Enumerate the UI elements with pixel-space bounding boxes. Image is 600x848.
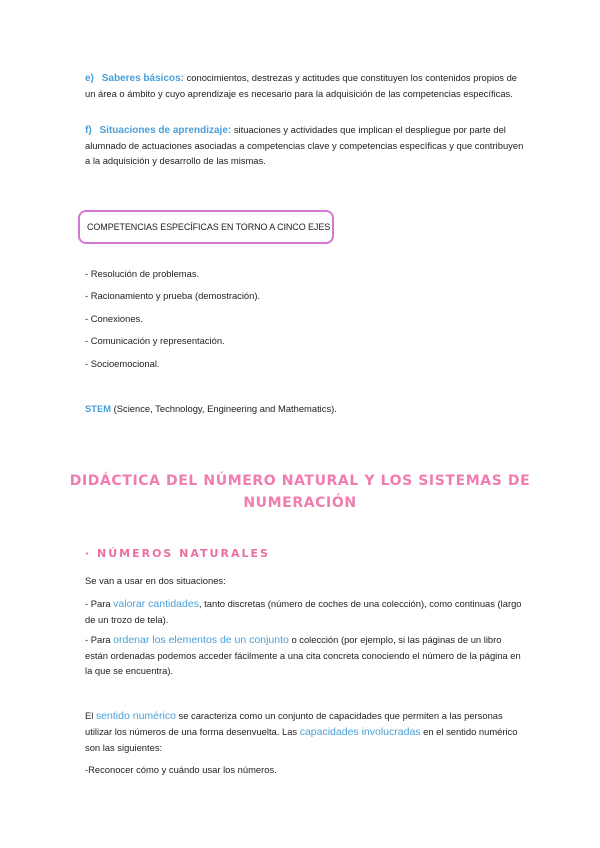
sentido-post: en el sentido numérico son las siguientes: [85,726,518,753]
section-title: · NÚMEROS NATURALES [85,547,270,560]
definition-f-term: Situaciones de aprendizaje: [99,125,232,136]
definition-f [85,122,525,168]
situation-1-pre: - Para [85,598,114,609]
eje-item: - Comunicación y representación. [85,335,225,346]
main-title [60,470,540,514]
sentido-highlight-1: sentido numérico [95,710,176,722]
definition-e [85,70,525,101]
main-title-line2: NUMERACIÓN [243,495,357,511]
definition-e-text: conocimientos, destrezas y actitudes que constituyen los contenidos propios de un área o ámbito y cuyo aprendizaje es necesario para la adquisición de las competencias específicas. [85,72,518,99]
sentido-mid: se caracteriza como un conjunto de capacidades que permiten a las personas utilizar los números de una forma desenvuelta. Las [85,710,503,737]
situation-1-post: , tanto discretas (número de coches de una colección), como continuas (largo de un trozo de tela). [85,598,522,625]
stem-term: STEM [85,403,112,414]
eje-item: - Racionamiento y prueba (demostración). [85,290,261,301]
situation-2-pre: - Para [85,634,114,645]
competencias-box: COMPETENCIAS ESPECÍFICAS EN TORNO A CINCO EJES [78,210,334,244]
eje-item: - Resolución de problemas. [85,268,200,279]
definition-f-text: situaciones y actividades que implican el despliegue por parte del alumnado de actuaciones asociadas a competencias clave y competencias específicas y que contribuyen a la adquisición y desarrollo de las mismas. [85,124,524,166]
stem-line [85,401,525,416]
sentido-paragraph [85,708,525,755]
situation-item-2 [85,632,525,678]
stem-text: (Science, Technology, Engineering and Mathematics). [111,403,337,414]
definition-e-term: Saberes básicos: [101,73,184,84]
situation-1-highlight: valorar cantidades [113,598,199,610]
section-intro: Se van a usar en dos situaciones: [85,575,226,586]
main-title-line1: DIDÁCTICA DEL NÚMERO NATURAL Y LOS SISTEMAS DE [69,473,531,489]
situation-item-1 [85,596,525,627]
eje-item: - Socioemocional. [85,358,160,369]
sentido-highlight-2: capacidades involucradas [299,726,421,738]
eje-item: - Conexiones. [85,313,143,324]
sentido-pre: El [85,710,96,721]
situation-2-post: o colección (por ejemplo, si las páginas de un libro están ordenadas podemos acceder fácilmente a una cita concreta conociendo el número de la página en la que se encuentra). [85,634,521,676]
definition-e-marker: e) [85,73,94,84]
situation-2-highlight: ordenar los elementos de un conjunto [113,634,289,646]
definition-f-marker: f) [85,125,92,136]
reconocer-line: -Reconocer cómo y cuándo usar los números. [85,764,277,775]
